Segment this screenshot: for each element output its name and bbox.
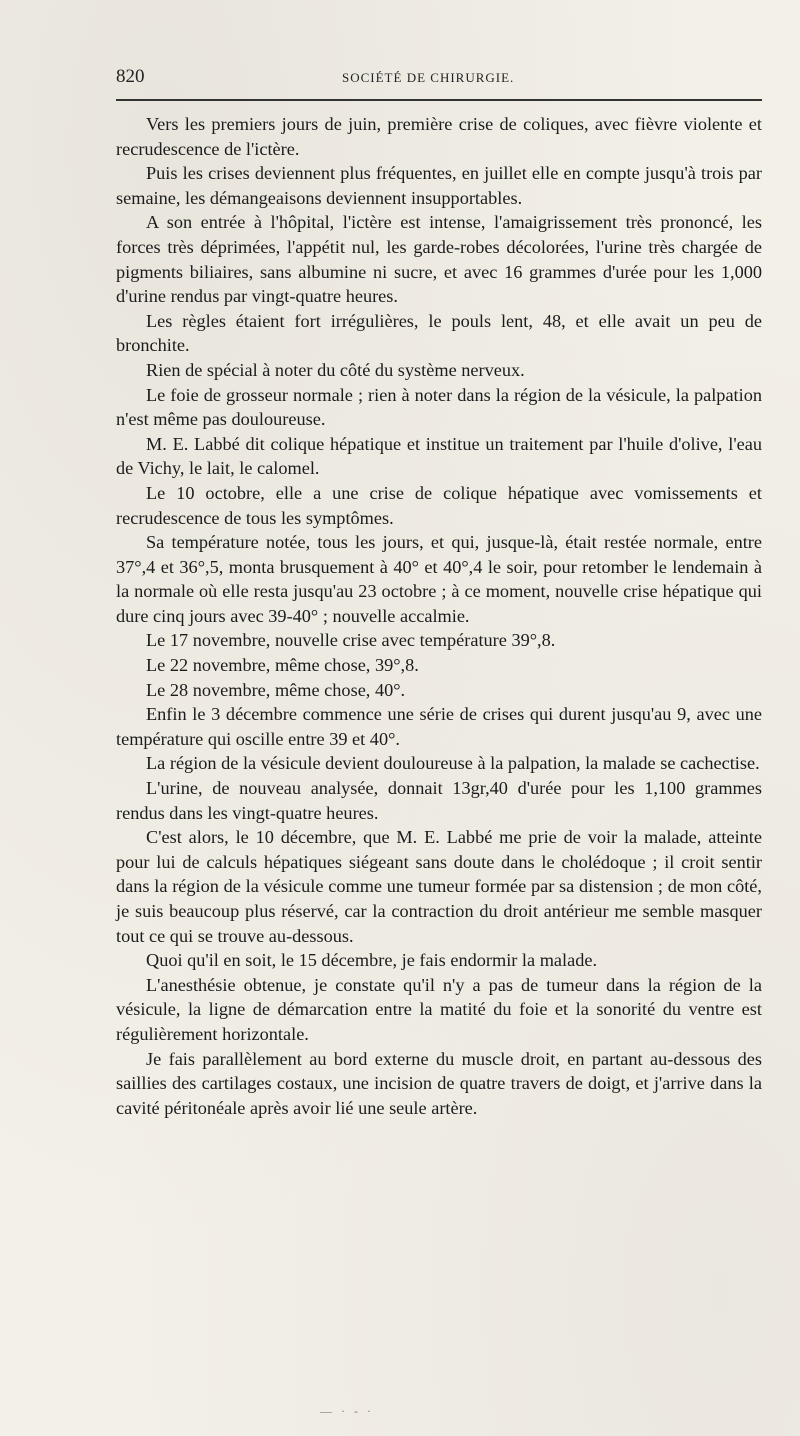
paragraph: La région de la vésicule devient douloureuse à la palpation, la malade se cachectise. [146,753,760,774]
paragraph: A son entrée à l'hôpital, l'ictère est intense, l'amaigrissement très prononcé, les forces très déprimées, l'appétit nul, les garde-robes décolorées, l'urine très chargée de pigments biliaires, sans albumine ni sucre, et avec 16 grammes d'urée pour les 1,000 d'urine rendus par vingt-quatre heures. [116,212,762,307]
paragraph: Je fais parallèlement au bord externe du muscle droit, en partant au-dessous des saillies des cartilages costaux, une incision de quatre travers de doigt, et j'arrive dans la cavité péritonéale après avoir lié une seule artère. [116,1048,762,1118]
paragraph: Quoi qu'il en soit, le 15 décembre, je fais endormir la malade. [146,950,598,971]
paragraph: Sa température notée, tous les jours, et qui, jusque-là, était restée normale, entre 37°,4 et 36°,5, monta brusquement à 40° et 40°,4 le soir, pour retomber le lendemain à la normale où elle resta jusqu'au 23 octobre ; à ce moment, nouvelle crise hépatique qui dure cinq jours avec 39-40° ; nouvelle accalmie. [116,532,762,626]
header-rule [116,99,762,101]
paragraph: M. E. Labbé dit colique hépatique et institue un traitement par l'huile d'olive, l'eau de Vichy, le lait, le calomel. [116,433,762,479]
paragraph: L'anesthésie obtenue, je constate qu'il n'y a pas de tumeur dans la région de la vésicule, la ligne de démarcation entre la matité du foie et la sonorité du ventre est régulièrement horizontale. [116,974,762,1044]
footer-mark: — · - · [320,1404,374,1418]
paragraph: Vers les premiers jours de juin, première crise de coliques, avec fièvre violente et recrudescence de l'ictère. [116,114,762,159]
paragraph: Les règles étaient fort irrégulières, le pouls lent, 48, et elle avait un peu de bronchite. [116,310,762,356]
body-text [116,112,762,1120]
paragraph: Enfin le 3 décembre commence une série de crises qui durent jusqu'au 9, avec une température qui oscille entre 39 et 40°. [116,704,762,749]
running-head: SOCIÉTÉ DE CHIRURGIE. [342,70,515,85]
paragraph: Le 17 novembre, nouvelle crise avec température 39°,8. [146,630,556,651]
paragraph: Le foie de grosseur normale ; rien à noter dans la région de la vésicule, la palpation n'est même pas douloureuse. [116,384,762,430]
paragraph: C'est alors, le 10 décembre, que M. E. Labbé me prie de voir la malade, atteinte pour lui de calculs hépatiques siégeant sans doute dans le cholédoque ; il croit sentir dans la région de la vésicule comme une tumeur formée par sa distension ; de mon côté, je suis beaucoup plus réservé, car la contraction du droit antérieur me semble masquer tout ce qui se trouve au-dessous. [116,827,762,946]
paragraph: L'urine, de nouveau analysée, donnait 13gr,40 d'urée pour les 1,100 grammes rendus dans les vingt-quatre heures. [116,778,762,823]
paragraph: Le 28 novembre, même chose, 40°. [146,679,406,700]
page-number: 820 [116,66,145,87]
page-header [116,66,762,96]
paragraph: Le 10 octobre, elle a une crise de colique hépatique avec vomissements et recrudescence de tous les symptômes. [116,482,762,528]
paragraph: Le 22 novembre, même chose, 39°,8. [146,655,419,676]
paragraph: Puis les crises deviennent plus fréquentes, en juillet elle en compte jusqu'à trois par semaine, les démangeaisons deviennent insupportables. [116,163,762,208]
paragraph: Rien de spécial à noter du côté du système nerveux. [146,359,525,380]
